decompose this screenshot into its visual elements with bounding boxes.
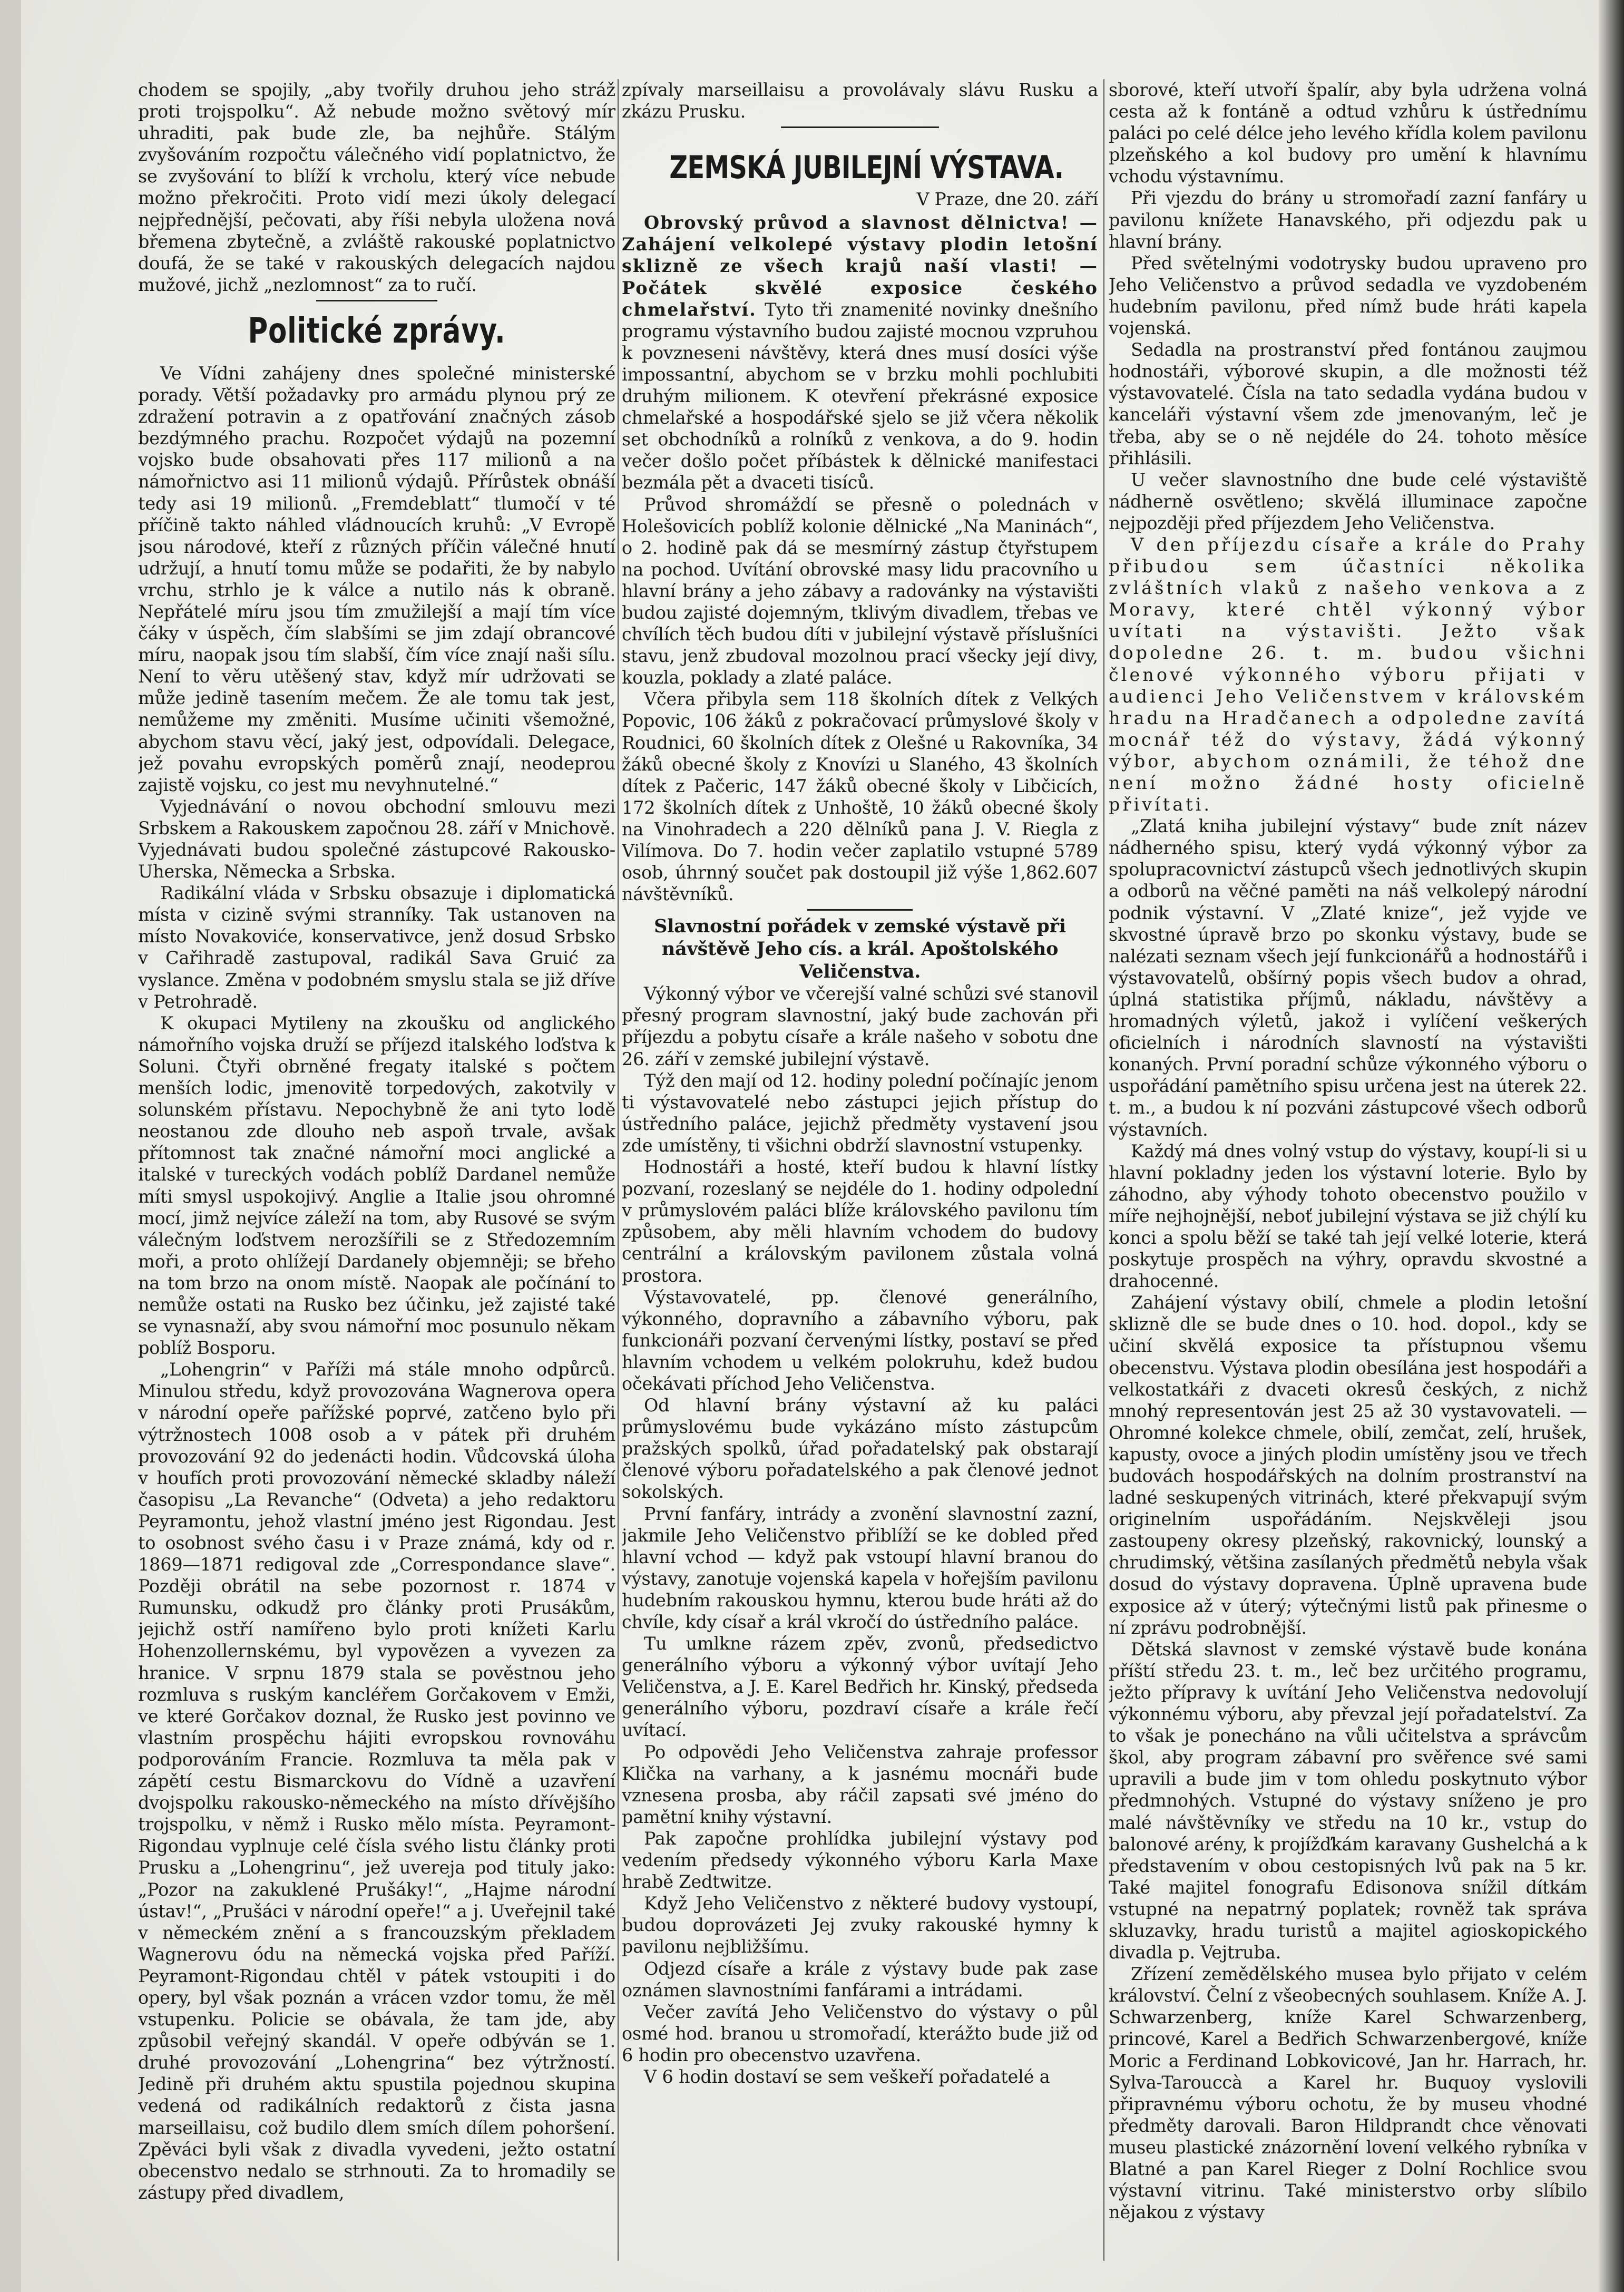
paragraph: Po odpovědi Jeho Veličenstva zahraje professor Klička na varhany, a k jasnému mocnáři bude vznesena prosba, aby ráčil zapsati své jméno do pamětní knihy výstavní. (622, 1741, 1098, 1827)
paragraph: První fanfáry, intrády a zvonění slavnostní zazní, jakmile Jeho Veličenstvo přiblíží se ke dobled před hlavní vchod — když pak vstoupí hlavní branou do výstavy, zanotuje vojenská kapela v hořejším pavilonu hudebním rakouskou hymnu, kterou bude hráti až do chvíle, kdy císař a král vkročí do ústředního paláce. (622, 1503, 1098, 1632)
paragraph: Výkonný výbor ve včerejší valné schůzi své stanovil přesný program slavnostní, jaký bude zachován při příjezdu a pobytu císaře a krále našeho v sobotu dne 26. září v zemské jubilejní výstavě. (622, 983, 1098, 1069)
paragraph: Dětská slavnost v zemské výstavě bude konána příští středu 23. t. m., leč bez určitého programu, ježto přípravy k uvítání Jeho Veličenstva nedovolují výkonnému výboru, aby převzal její pořadatelství. Za to však je ponecháno na vůli učitelstva a správcům škol, aby program zábavní pro svěřence své sami upravili a bude jim v tom ohledu poskytnuto výbor předmnohých. Vstupné do výstavy sníženo je pro malé návštěvníky ve středu na 10 kr., vstup do balonové arény, k projížďkám karavany Gushelchá a k představením v obou cestopisných lvů pak na 5 kr. Také majitel fonografu Edisonova snížil dítkám vstupné na nepatrný poplatek; rovněž tak správa skluzavky, hradu turistů a majitel agioskopického divadla p. Vejtruba. (1109, 1638, 1587, 1963)
separator-rule (316, 300, 437, 301)
paragraph: V 6 hodin dostaví se sem veškeří pořadatelé a (644, 2066, 1050, 2087)
scan-left-edge (0, 0, 21, 2292)
paragraph: Ve Vídni zahájeny dnes společné ministerské porady. Větší požadavky pro armádu plynou prý ze zdražení potravin a z opatřování značných zásob bezdýmného prachu. Rozpočet výdajů na pozemní vojsko bude obsahovati přes 117 milionů a na námořnictvo asi 11 milionů výdajů. Přírůstek obnáší tedy asi 19 milionů. „Fremdeblatt“ tlumočí v té příčině takto náhled vládnoucích kruhů: „V Evropě jsou národové, kteří z různých příčin válečné hnutí udržují, a hnutí tomu může se podařiti, že by nabylo vrchu, strhlo je k válce a nutilo nás k obraně. Nepřátelé míru jsou tím zmužilejší a mají tím více čáky v úspěch, čím slabšími se jim zdají obrancové míru, naopak jsou tím slabší, čím více znají naši sílu. Není to věru utěšený stav, když mír udržovati se může jedině tasením mečem. Že ale tomu tak jest, nemůžeme my změniti. Musíme učiniti všemožné, abychom stavu věcí, jaký jest, odpovídali. Delegace, jež povahu evropských poměrů znají, neodeprou zajistě vojsku, co jest mu nevyhnutelné.“ (138, 363, 615, 795)
separator-rule (807, 909, 913, 911)
section-heading: Politické zprávy. (248, 310, 506, 351)
paragraph: Sedadla na prostranství před fontánou zaujmou hodnostáři, výborové skupin, a dle možnosti též výstavovatelé. Čísla na tato sedadla vydána budou v kanceláři výstavní všem zde jmenovaným, leč je třeba, aby se o ně nejdéle do 24. tohoto měsíce přihlásili. (1109, 339, 1587, 469)
paragraph: zpívaly marseillaisu a provolávaly slávu Rusku a zkázu Prusku. (622, 80, 1098, 122)
paragraph: Zřízení zemědělského musea bylo přijato v celém království. Čelní z všeobecných souhlasem. Kníže A. J. Schwarzenberg, kníže Karel Schwarzenberg, princové, Karel a Bedřich Schwarzenbergové, kníže Moric a Ferdinand Lobkovicové, Jan hr. Harrach, hr. Sylva-Tarouccà a Karel hr. Buquoy vyslovili připravnému výboru ochotu, že by museu vhodné předměty darovali. Baron Hildprandt chce věnovati museu plastické znázornění lovení velkého rybníka v Blatné a pan Karel Rieger z Dolní Rochlice svou výstavní vitrinu. Také ministerstvo orby slíbilo nějakou z výstavy (1109, 1964, 1587, 2223)
paragraph: K okupaci Mytileny na zkoušku od anglického námořního vojska druží se příjezd italského loďstva k Soluni. Čtyři obrněné fregaty italské s počtem menších lodic, jmenovitě torpedových, zakotvily v solunském přístavu. Nepochybně že ani tyto lodě neostanou zde dlouho neb aspoň trvale, avšak přítomnost tak značné námořní moci anglické a italské v tureckých vodách poblíž Dardanel nemůže míti smysl uspokojivý. Anglie a Italie jsou ohromné mocí, jimž nejvíce záleží na tom, aby Rusové se svým válečným loďstvem nerozšířili se z Středozemním moři, a proto ohlížejí Dardanely objemněji; se břeho na tom brzo na onom místě. Naopak ale počínání to nemůže ostati na Rusko bez účinku, jež zajisté také se vynasnaží, aby svou námořní moc posunulo někam poblíž Bosporu. (138, 1012, 615, 1359)
paragraph: Vyjednávání o novou obchodní smlouvu mezi Srbskem a Rakouskem započnou 28. září v Mnichově. Vyjednávati budou společné zástupcové Rakousko-Uherska, Německa a Srbska. (138, 796, 615, 882)
paragraph: chodem se spojily, „aby tvořily druhou jeho stráž proti trojspolku“. Až nebude možno světový mír uhraditi, pak bude zle, ba nejhůře. Stálým zvyšováním rozpočtu válečného vidí poplatnictvo, že se zvyšování to blíží k vrcholu, který více nebude možno překročiti. Proto vidí mezi úkoly delegací nejpřednější, pečovati, aby říši nebyla uložena nová břemena zbytečně, a zvláště rakouské poplatnictvo doufá, že se také v rakouských delegacích najdou mužové, jichž „nezlomnost“ za to ručí. (138, 80, 615, 295)
paragraph: Před světelnými vodotrysky budou upraveno pro Jeho Veličenstvo a průvod sedadla ve vyzdobeném hudebním pavilonu, před nímž bude hráti kapela vojenská. (1109, 252, 1587, 339)
paragraph: „Lohengrin“ v Paříži má stále mnoho odpůrců. Minulou středu, když provozována Wagnerova opera v národní opeře pařížské poprvé, zatčeno bylo při výtržnostech 1008 osob a v pátek při druhém provozování 92 do jedenácti hodin. Vůdcovská úloha v houfích proti provozování německé skladby náleží časopisu „La Revanche“ (Odveta) a jeho redaktoru Peyramontu, jehož vlastní jméno jest Rigondau. Jest to osobnost svého času i v Praze známá, kdy od r. 1869—1871 redigoval zde „Correspondance slave“. Později obrátil na sebe pozornost r. 1874 v Rumunsku, odkudž pro články proti Prusákům, jejichž ostří namířeno bylo proti knížeti Karlu Hohenzollernskému, byl vypovězen a vyvezen za hranice. V srpnu 1879 stala se pověstnou jeho rozmluva s ruským kancléřem Gorčakovem v Emži, ve které Gorčakov doznal, že Rusko jest povinno ve vlastním prospěchu hájiti evropskou rovnováhu podporováním Francie. Rozmluva ta měla pak v zápětí cestu Bismarckovu do Vídně a uzavření dvojspolku rakousko-německého na místo dřívějšího trojspolku, v němž i Rusko mělo místa. Peyramont-Rigondau vyplnuje celé čísla svého listu články proti Prusku a „Lohengrinu“, jež uvereja pod tituly jako: „Pozor na zakuklené Prušáky!“, „Hajme národní ústav!“, „Prušáci v národní opeře!“ a j. Uveřejnil také v německém znění a s francouzským překladem Wagnerovu ódu na německá vojska před Paříží. Peyramont-Rigondau chtěl v pátek vstoupiti i do opery, byl však poznán a vrácen vzdor tomu, že měl vstupenku. Policie se obávala, že tam jde, aby způsobil veřejný skandál. V opeře odbýván se 1. druhé provozování „Lohengrina“ bez výtržností. Jedině při druhém aktu spustila pojednou skupina vedená od radikálních redaktorů z čista jasna marseillaisu, což budilo dlem smích dílem pohoršení. Zpěváci byli však z divadla vyvedeni, ježto ostatní obecenstvo nedalo se strhnouti. Za to hromadily se zástupy před divadlem, (138, 1359, 615, 2203)
paragraph: Každý má dnes volný vstup do výstavy, koupí-li si u hlavní pokladny jeden los výstavní loterie. Bylo by záhodno, aby výhody tohoto obecenstvo použilo v míře nejhojnější, neboť jubilejní výstava se již chýlí ku konci a spolu běží se také tah její velké loterie, která poskytuje prospěch na výhry, opravdu skvostné a drahocenné. (1109, 1140, 1587, 1292)
paragraph-text: Tyto tři znamenité novinky dnešního programu výstavního budou zajisté mocnou vzpruhou k povzneseni návštěvy, která dnes musí dosíci výše impossantní, abychom se v brzku mohli pochlubiti druhým milionem. K otevření překrásné exposice chmelařské a hospodářské sjelo se již včera několik set obchodníků a rolníků z venkova, a do 9. hodin večer došlo počet příbástek k dělnické manifestaci bezmála pět a dvaceti tisíců. (622, 299, 1098, 493)
column-divider (1103, 79, 1104, 2261)
lead-text: Obrovský průvod a slavnost dělnictva! — Zahájení velkolepé výstavy plodin letošní sklizně ze všech krajů naší vlasti! — Počátek skvělé exposice českého chmelařství. (622, 212, 1098, 320)
paragraph: Včera přibyla sem 118 školních dítek z Velkých Popovic, 106 žáků z pokračovací průmyslové školy v Roudnici, 60 školních dítek z Olešné u Rakovníka, 34 žáků obecné školy z Knovízi u Slaného, 43 školních dítek z Pačeric, 147 žáků obecné školy v Libčicích, 172 školních dítek z Unhoště, 10 žáků obecné školy na Vinohradech a 220 dělníků pana J. V. Riegla z Vilímova. Do 7. hodin večer zaplatilo vstupné 5789 osob, úhrnný součet pak dostoupil již výše 1,862.607 návštěvníků. (622, 689, 1098, 905)
section-banner: ZEMSKÁ JUBILEJNÍ VÝSTAVA. (669, 149, 1064, 187)
paragraph: Od hlavní brány výstavní až ku paláci průmyslovému bude vykázáno místo zástupcům pražských spolků, úřad pořadatelský pak obstarají členové výboru pořadatelského a pak členové jednot sokolských. (622, 1395, 1098, 1503)
column-2 (622, 79, 1098, 2271)
dateline: V Praze, dne 20. září (916, 189, 1098, 210)
paragraph: Pak započne prohlídka jubilejní výstavy pod vedením předsedy výkonného výboru Karla Maxe hrabě Zedtwitze. (622, 1828, 1098, 1893)
paragraph: Hodnostáři a hosté, kteří budou k hlavní lístky pozvaní, rozeslaný se nejdéle do 1. hodiny odpolední v průmyslovém paláci blíže královského pavilonu tím způsobem, aby měli hlavním vchodem do budovy centrální a královským pavilonem zůstala volná prostora. (622, 1157, 1098, 1286)
column-divider (618, 79, 619, 2261)
paragraph: Radikální vláda v Srbsku obsazuje i diplomatická místa v cizině svými stranníky. Tak ustanoven na místo Novakoviće, konservativce, jenž dosud Srbsko v Cařihradě zastupoval, radikál Sava Gruić za vyslance. Změna v podobném smyslu stala se již dříve v Petrohradě. (138, 883, 615, 1012)
paragraph: Večer zavítá Jeho Veličenstvo do výstavy o půl osmé hod. branou u stromořadí, kterážto bude již od 6 hodin pro obecenstvo uzavřena. (622, 2001, 1098, 2065)
paragraph: Výstavovatelé, pp. členové generálního, výkonného, dopravního a zábavního výboru, pak funkcionáři pozvaní červenými lístky, postaví se před hlavním vchodem u velkém polokruhu, kdež budou očekávati příchod Jeho Veličenstva. (622, 1286, 1098, 1394)
paragraph: Když Jeho Veličenstvo z některé budovy vystoupí, budou doprovázeti Jej zvuky rakouské hymny k pavilonu nejbližšímu. (622, 1893, 1098, 1957)
paragraph: Zahájení výstavy obilí, chmele a plodin letošní sklizně dle se bude dnes o 10. hod. dopol., kdy se učiní skvělá exposice ta přístupnou všemu obecenstvu. Výstava plodin obesílána jest hospodáři a velkostatkáři z dvaceti okresů českých, z nichž mnohý representován jest 25 až 30 vystavovateli. — Ohromné kolekce chmele, obilí, zemčat, zelí, hrušek, kapusty, ovoce a jiných plodin umístěny jsou ve třech budovách hospodářských na dolním prostranství na ladné seskupených vitrinách, které překvapují svým originelním uspořádáním. Nejskvěleji jsou zastoupeny okresy plzeňský, rakovnický, lounský a chrudimský, většina zasílaných předmětů nebyla však dosud do výstavy dopravena. Úplně upravena bude exposice až v úterý; výtečnými listů pak přinesme o ní zprávu podrobnější. (1109, 1292, 1587, 1638)
subheading: Slavnostní pořádek v zemské výstavě při návštěvě Jeho cís. a král. Apoštolského Veličenstva. (654, 915, 1066, 983)
column-3 (1109, 79, 1587, 2271)
paragraph: U večer slavnostního dne bude celé výstaviště nádherně osvětleno; skvělá illuminace započne nejpozději před příjezdem Jeho Veličenstva. (1109, 469, 1587, 533)
paragraph: Odjezd císaře a krále z výstavy bude pak zase oznámen slavnostními fanfárami a intrádami. (622, 1958, 1098, 2001)
paragraph: Při vjezdu do brány u stromořadí zazní fanfáry u pavilonu knížete Hanavského, při odjezdu pak u hlavní brány. (1109, 188, 1587, 252)
paragraph: V den příjezdu císaře a krále do Prahy přibudou sem účastníci několika zvláštních vlaků z našeho venkova a z Moravy, které chtěl výkonný výbor uvítati na výstavišti. Ježto však dopoledne 26. t. m. budou všichni členové výkonného výboru přijati v audienci Jeho Veličenstvem v královském hradu na Hradčanech a odpoledne zavítá mocnář též do výstavy, žádá výkonný výbor, abychom oznámili, že téhož dne není možno žádné hosty oficielně přivítati. (1109, 534, 1587, 815)
paragraph: Tu umlkne rázem zpěv, zvonů, předsedictvo generálního výboru a výkonný výbor uvítají Jeho Veličenstva, a J. E. Karel Bedřich hr. Kinský, předseda generálního výboru, pozdraví císaře a krále řečí uvítací. (622, 1633, 1098, 1741)
scan-right-edge (1599, 0, 1624, 2292)
paragraph: Průvod shromáždí se přesně o polednách v Holešovicích poblíž kolonie dělnické „Na Maninách“, o 2. hodině pak dá se mesmírný zástup čtyřstupem na pochod. Uvítání obrovské masy lidu pracovního u hlavní brány a jeho zábavy a radovánky na výstavišti budou zajisté dojemným, tklivým divadlem, třebas ve chvílích těch budou díti v jubilejní výstavě příslušníci stavu, jenž zbudoval mozolnou prací všecky její divy, kouzla, poklady a zlaté paláce. (622, 494, 1098, 688)
column-1 (138, 79, 615, 2271)
paragraph: sborové, kteří utvoří špalír, aby byla udržena volná cesta až k fontáně a odtud vzhůru k ústřednímu paláci po celé délce jeho levého křídla kolem pavilonu plzeňského a kol budovy pro umění k hlavnímu vchodu výstavnímu. (1109, 80, 1587, 187)
separator-rule (781, 126, 939, 128)
paragraph: Týž den mají od 12. hodiny polední počínajíc jenom ti výstavovatelé nebo zástupci jejich přístup do ústředního paláce, jejichž předměty vystavení jsou zde umístěny, ti všichni obdrží slavnostní vstupenky. (622, 1070, 1098, 1156)
paragraph: „Zlatá kniha jubilejní výstavy“ bude znít název nádherného spisu, který vydá výkonný výbor za spolupracovnictví zástupců všech jednotlivých skupin a odborů na věčné paměti na náš velkolepý národní podnik výstavní. V „Zlaté knize“, jež vyjde ve skvostné úpravě brzo po skonku výstavy, bude se nalézati seznam všech její funkcionářů a hodnostářů i výstavovatelů, obšírný popis všech budov a ohrad, úplná statistika příjmů, nákladu, návštěvy a hromadných výletů, jakož i vylíčení veškerých oficielních i národních slavností na výstavišti konaných. První poradní schůze výkonného výboru o uspořádání pamětního spisu určena jest na úterek 22. t. m., a budou k ní pozváni zástupcové všech odborů výstavních. (1109, 816, 1587, 1140)
